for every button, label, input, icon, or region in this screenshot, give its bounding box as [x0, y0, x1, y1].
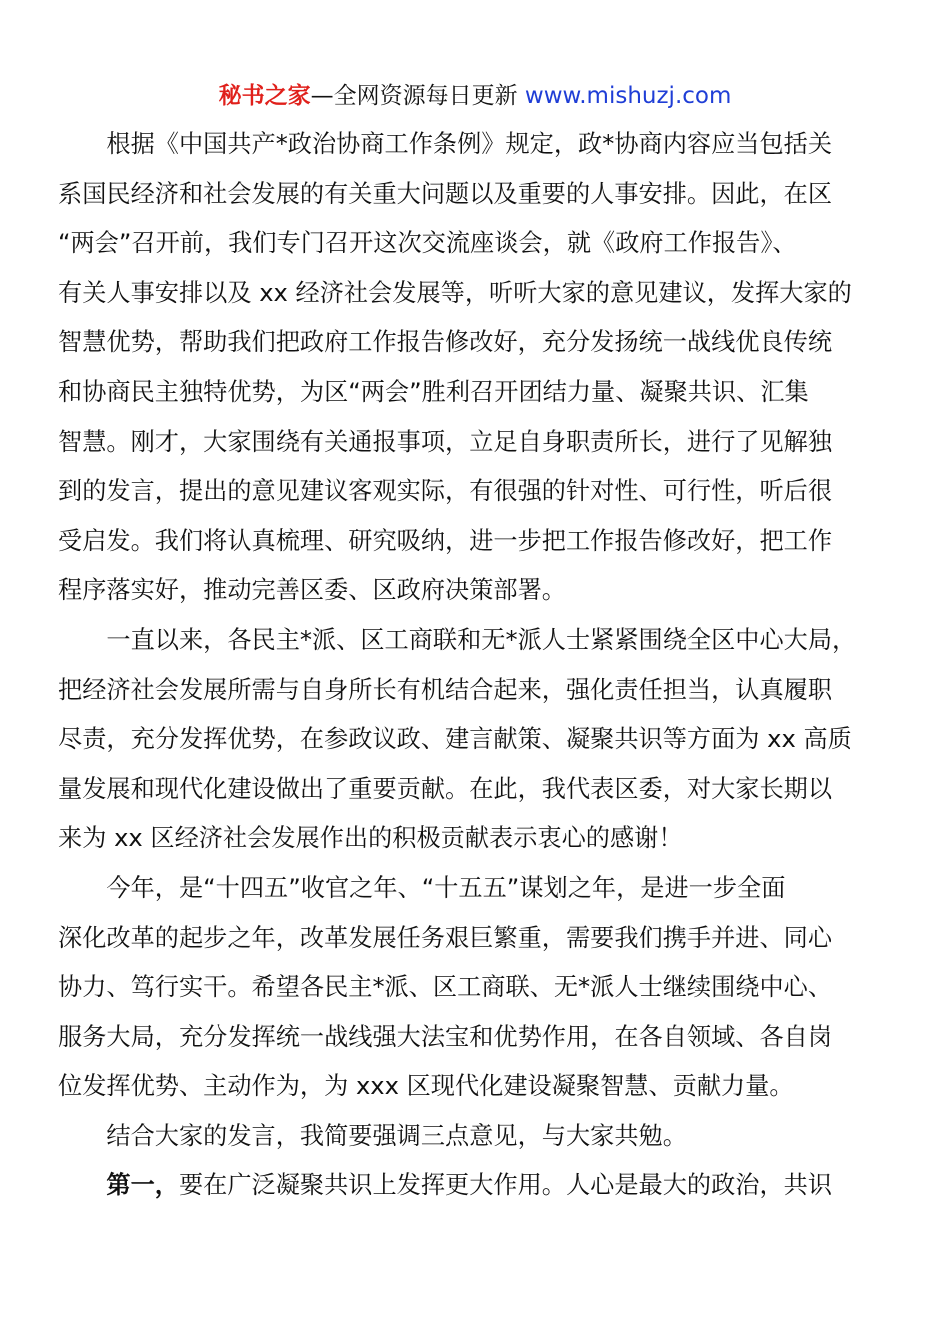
text-line: 受启发。我们将认真梳理、研究吸纳，进一步把工作报告修改好，把工作: [58, 526, 833, 555]
text-line: 到的发言，提出的意见建议客观实际，有很强的针对性、可行性，听后很: [58, 477, 833, 506]
text-line: 结合大家的发言，我简要强调三点意见，与大家共勉。: [106, 1121, 687, 1150]
point-lead: 第一，: [106, 1171, 179, 1200]
text-line: 位发挥优势、主动作为，为 xxx 区现代化建设凝聚智慧、贡献力量。: [58, 1072, 794, 1101]
text-line: 协力、笃行实干。希望各民主*派、区工商联、无*派人士继续围绕中心、: [58, 973, 833, 1002]
paragraph-2: [58, 616, 892, 864]
text-line: 系国民经济和社会发展的有关重大问题以及重要的人事安排。因此，在区: [58, 179, 833, 208]
site-brand: 秘书之家: [218, 83, 311, 109]
text-line: 来为 xx 区经济社会发展作出的积极贡献表示衷心的感谢！: [58, 824, 683, 853]
document-body: [58, 120, 892, 1211]
text-line: 深化改革的起步之年，改革发展任务艰巨繁重，需要我们携手并进、同心: [58, 923, 833, 952]
paragraph-1: [58, 120, 892, 616]
text-line: [58, 1161, 892, 1211]
text-line: 服务大局，充分发挥统一战线强大法宝和优势作用，在各自领域、各自岗: [58, 1022, 833, 1051]
paragraph-4: [58, 1112, 892, 1162]
page-header: [0, 80, 950, 112]
paragraph-5: [58, 1161, 892, 1211]
text-line: 把经济社会发展所需与自身所长有机结合起来，强化责任担当，认真履职: [58, 675, 833, 704]
text-line: 一直以来，各民主*派、区工商联和无*派人士紧紧围绕全区中心大局，: [106, 625, 857, 654]
header-tagline: —全网资源每日更新: [310, 83, 525, 109]
text-line: 根据《中国共产*政治协商工作条例》规定，政*协商内容应当包括关: [106, 130, 833, 158]
text-line: 智慧优势，帮助我们把政府工作报告修改好，充分发扬统一战线优良传统: [58, 328, 833, 357]
text-line: 有关人事安排以及 xx 经济社会发展等，听听大家的意见建议，发挥大家的: [58, 278, 852, 307]
point-text: 要在广泛凝聚共识上发挥更大作用。人心是最大的政治，共识: [178, 1171, 833, 1200]
paragraph-3: [58, 864, 892, 1112]
text-line: 智慧。刚才，大家围绕有关通报事项，立足自身职责所长，进行了见解独: [58, 427, 833, 456]
text-line: 量发展和现代化建设做出了重要贡献。在此，我代表区委，对大家长期以: [58, 774, 833, 803]
text-line: “两会”召开前，我们专门召开这次交流座谈会，就《政府工作报告》、: [58, 229, 797, 258]
text-line: 尽责，充分发挥优势，在参政议政、建言献策、凝聚共识等方面为 xx 高质: [58, 725, 852, 754]
text-line: 程序落实好，推动完善区委、区政府决策部署。: [58, 576, 566, 605]
text-line: 今年，是“十四五”收官之年、“十五五”谋划之年，是进一步全面: [106, 873, 786, 902]
site-url-link[interactable]: www.mishuzj.com: [524, 83, 732, 109]
text-line: 和协商民主独特优势，为区“两会”胜利召开团结力量、凝聚共识、汇集: [58, 377, 809, 406]
